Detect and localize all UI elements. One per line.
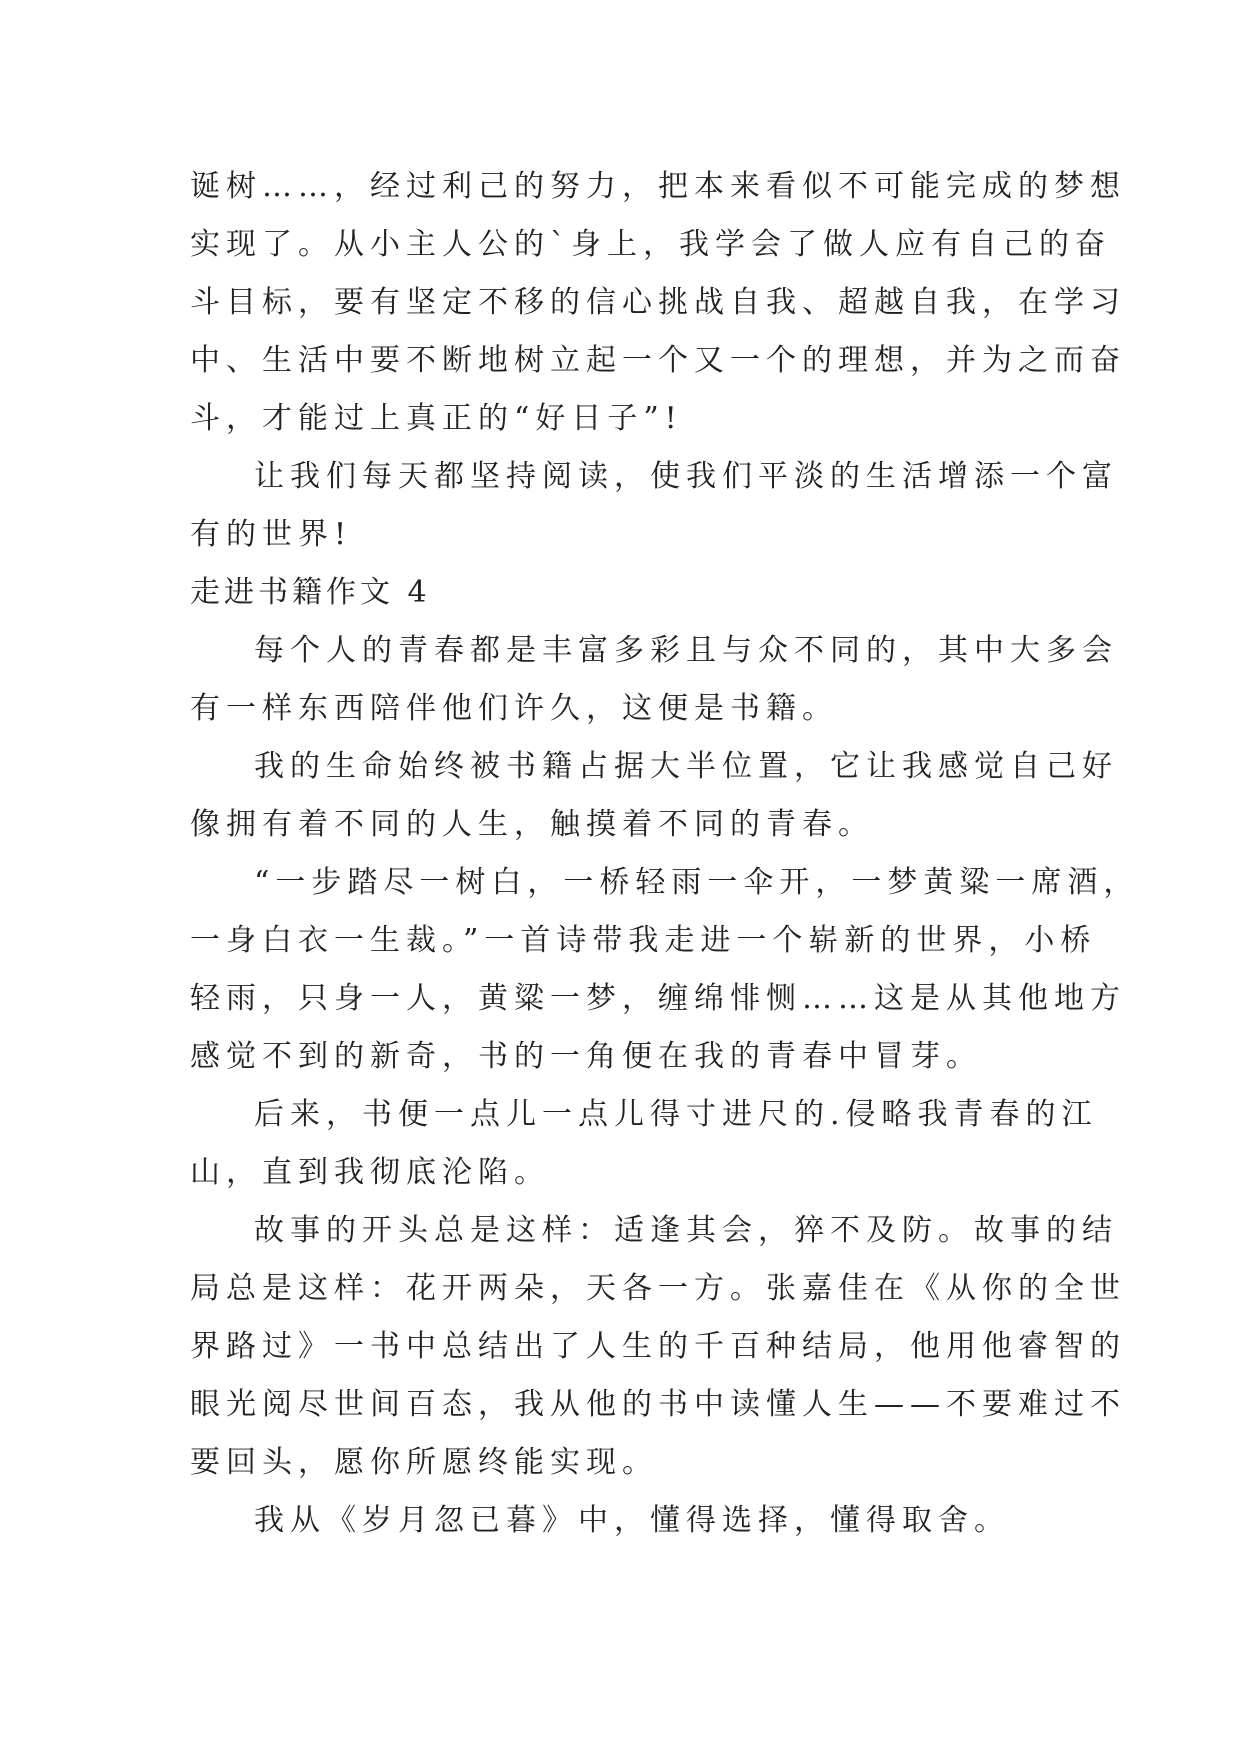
paragraph-line: 局总是这样：花开两朵，天各一方。张嘉佳在《从你的全世: [190, 1271, 1126, 1306]
paragraph-line: 像拥有着不同的人生，触摸着不同的青春。: [190, 807, 874, 842]
paragraph-line: 界路过》一书中总结出了人生的千百种结局，他用他睿智的: [190, 1329, 1126, 1364]
paragraph-line: 眼光阅尽世间百态，我从他的书中读懂人生——不要难过不: [190, 1387, 1126, 1422]
paragraph-line: 要回头，愿你所愿终能实现。: [190, 1445, 658, 1480]
paragraph-line: 山，直到我彻底沦陷。: [190, 1155, 550, 1190]
paragraph-line: 中、生活中要不断地树立起一个又一个的理想，并为之而奋: [190, 343, 1126, 378]
paragraph-line: 轻雨，只身一人，黄粱一梦，缠绵悱恻……这是从其他地方: [190, 981, 1126, 1016]
paragraph-line: 一身白衣一生裁。”一首诗带我走进一个崭新的世界，小桥: [190, 923, 1097, 958]
paragraph-line: 后来，书便一点儿一点儿得寸进尺的.侵略我青春的江: [254, 1097, 1098, 1132]
paragraph-line: “一步踏尽一树白，一桥轻雨一伞开，一梦黄粱一席酒，: [254, 865, 1140, 900]
section-heading: 走进书籍作文 4: [190, 575, 431, 610]
paragraph-line: 我的生命始终被书籍占据大半位置，它让我感觉自己好: [254, 749, 1118, 784]
paragraph-line: 实现了。从小主人公的`身上，我学会了做人应有自己的奋: [190, 227, 1111, 262]
paragraph-line: 斗目标，要有坚定不移的信心挑战自我、超越自我，在学习: [190, 285, 1126, 320]
paragraph-line: 我从《岁月忽已暮》中，懂得选择，懂得取舍。: [254, 1503, 1010, 1538]
paragraph-line: 每个人的青春都是丰富多彩且与众不同的，其中大多会: [254, 633, 1118, 668]
paragraph-line: 斗，才能过上真正的“好日子”!: [190, 401, 683, 436]
paragraph-line: 让我们每天都坚持阅读，使我们平淡的生活增添一个富: [254, 459, 1118, 494]
paragraph-line: 有一样东西陪伴他们许久，这便是书籍。: [190, 691, 838, 726]
paragraph-line: 感觉不到的新奇，书的一角便在我的青春中冒芽。: [190, 1039, 982, 1074]
paragraph-line: 故事的开头总是这样：适逢其会，猝不及防。故事的结: [254, 1213, 1118, 1248]
paragraph-line: 诞树……，经过利己的努力，把本来看似不可能完成的梦想: [190, 169, 1126, 204]
paragraph-line: 有的世界!: [190, 517, 353, 552]
document-body: [190, 158, 1140, 1550]
